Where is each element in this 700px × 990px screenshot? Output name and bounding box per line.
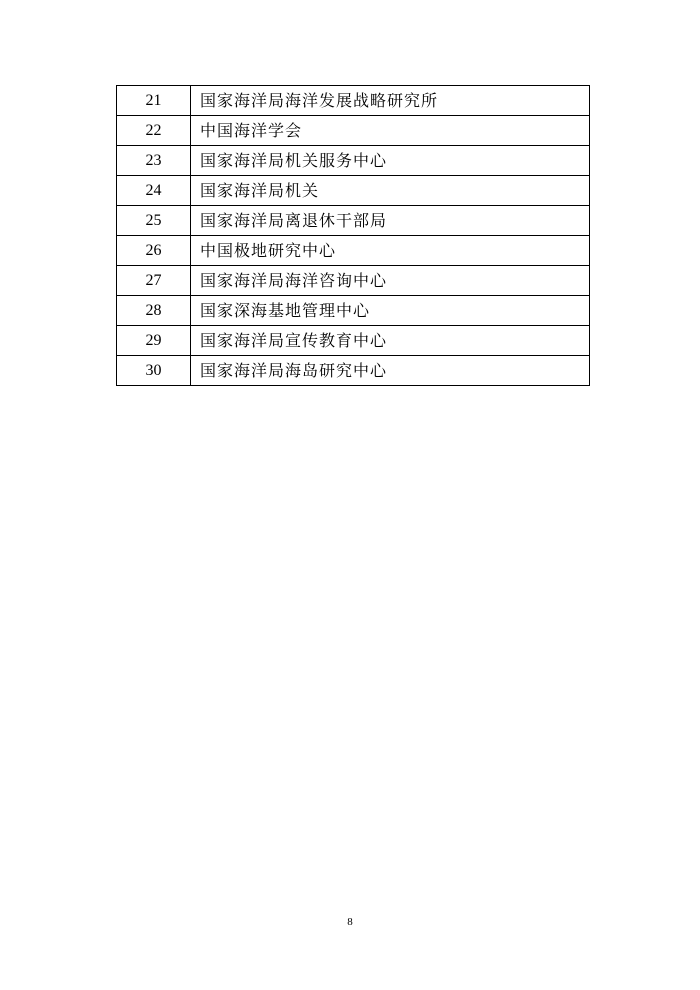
- row-number: 27: [117, 266, 191, 296]
- table-row: [117, 176, 590, 206]
- row-number: 26: [117, 236, 191, 266]
- row-number: 21: [117, 86, 191, 116]
- table-row: [117, 206, 590, 236]
- organization-name: 国家深海基地管理中心: [191, 296, 590, 326]
- page-number: 8: [347, 916, 353, 928]
- table-row: [117, 236, 590, 266]
- row-number: 24: [117, 176, 191, 206]
- row-number: 23: [117, 146, 191, 176]
- organization-name: 国家海洋局离退休干部局: [191, 206, 590, 236]
- organization-table: [116, 85, 590, 386]
- organization-name: 国家海洋局机关服务中心: [191, 146, 590, 176]
- organization-name: 国家海洋局海岛研究中心: [191, 356, 590, 386]
- table-row: [117, 326, 590, 356]
- table-row: [117, 86, 590, 116]
- table-row: [117, 116, 590, 146]
- organization-name: 中国海洋学会: [191, 116, 590, 146]
- organization-name: 国家海洋局海洋咨询中心: [191, 266, 590, 296]
- row-number: 25: [117, 206, 191, 236]
- row-number: 29: [117, 326, 191, 356]
- table-row: [117, 146, 590, 176]
- table-row: [117, 296, 590, 326]
- table-row: [117, 356, 590, 386]
- row-number: 28: [117, 296, 191, 326]
- organization-name: 国家海洋局海洋发展战略研究所: [191, 86, 590, 116]
- organization-name: 中国极地研究中心: [191, 236, 590, 266]
- organization-name: 国家海洋局宣传教育中心: [191, 326, 590, 356]
- row-number: 30: [117, 356, 191, 386]
- table-row: [117, 266, 590, 296]
- row-number: 22: [117, 116, 191, 146]
- organization-name: 国家海洋局机关: [191, 176, 590, 206]
